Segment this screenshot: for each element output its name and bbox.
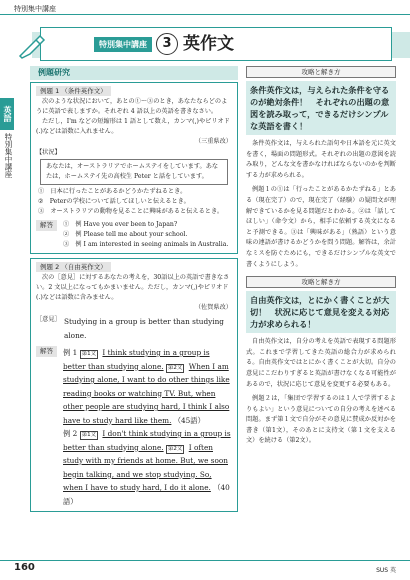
model-1-label: 例 1: [63, 348, 78, 357]
chapter-number: 3: [156, 33, 178, 55]
model-1-tag2: 第2文: [167, 364, 183, 371]
answer-list: [63, 220, 232, 250]
answer-3: ③ 例 I am interested in seeing animals in Australia.: [63, 241, 229, 248]
opinion-tag: ［意見］: [36, 316, 61, 323]
answer-tag: 解答: [36, 220, 57, 231]
situation-label: 【状況】: [36, 149, 61, 156]
example-1-source: （三重県改）: [194, 138, 232, 145]
right-column: [246, 66, 396, 447]
strategy-body-2a: 自由英作文は，自分の考えを英語で表現する問題形式。これまで学習してきた英語の総合力が求められる。自由英作文ではとにかく書くことが大切。自分の意見にこだわりすぎると英語が書けなくなる可能性があるので，状況に応じて意見を変更する必要もある。: [246, 338, 396, 388]
example-2-p1: 次の［意見］に対するあなたの考えを，30語以上の英語で書きなさい。2 文以上になってもかまいません。ただし，カンマ(,)やピリオド(.)などは語数に含みません。: [36, 274, 230, 301]
model-2-count: （40語）: [63, 483, 230, 506]
strategy-header-2: 攻略と解き方: [246, 276, 396, 288]
model-2-tag1: 第1文: [81, 432, 97, 438]
answer-row: [36, 220, 232, 250]
model-2-main: I don't think studying in a group is better than studying alone.: [63, 429, 231, 452]
model-2-rest: I often study with my friends at home. But, we soon begin talking, and we stop studying. So, when I have to study hard, I do it alone.: [63, 442, 228, 492]
strategy-lead-1: 条件英作文は，与えられた条件を守るのが絶対条件！ それぞれの出題の意図を読み取って，できるだけシンプルな英語を書く！: [246, 81, 396, 135]
model-answer-2: [63, 427, 232, 508]
example-1-title: 例題 1 （条件英作文）: [36, 86, 111, 96]
question-item-1: ① 日本に行ったことがあるかどうかたずねるとき。: [38, 188, 187, 195]
side-label: 特別集中講座: [4, 133, 13, 178]
example-1-p2: ただし，I'm などの短縮形は 1 語として数え，カンマ(,)やピリオド(.)などは語数に入れません。: [36, 118, 230, 135]
model-1-main: I think studying in a group is better than studying alone.: [63, 348, 210, 371]
model-1-count: （45語）: [173, 415, 205, 425]
answer-2-tag: 解答: [36, 346, 57, 357]
side-tab-english: 英語: [0, 98, 14, 130]
opinion-text: Studying in a group is better than studying alone.: [64, 317, 224, 340]
strategy-body-1b: 例題１の①は「行ったことがあるかたずねる」とある（現在完了）ので，現在完了（経験）の疑問文が理解できているかを見る問題だとわかる。②は「話してほしい」（命令文）から，相手に依頼する英文になると予測できる。③は「興味がある」（熟語）という意味の連語が書けるかどうかを問う問題。解答は，余計なミスを防ぐためにも，できるだけシンプルな英文で書くようにしよう。: [246, 186, 396, 268]
model-answer-1: [63, 346, 232, 427]
example-2: [30, 258, 238, 512]
footer-code: SUS 英: [376, 567, 396, 574]
bottom-rule: [0, 560, 410, 561]
model-2-tag2: 第2文: [167, 445, 183, 452]
header-tag: 特別集中講座: [94, 37, 152, 52]
example-1-p1: 次のような状況において，あとの①～③のとき，あなたならどのように英語で表しますか。それぞれ 4 語以上の英語を書きなさい。: [36, 98, 228, 115]
answer-2-row: [36, 346, 232, 508]
strategy-header-1: 攻略と解き方: [246, 66, 396, 78]
opinion-row: [36, 315, 232, 342]
situation-box: あなたは，オーストラリアでホームステイをしています。あなたは，ホームステイ先の高校生 Peter と話をしています。: [40, 159, 228, 185]
strategy-body-1a: 条件英作文は，与えられた語句や日本語を元に英文を書く，場面の問題形式。それぞれの出題の意図を読み取り，どんな文を書かなければならないのかを判断する力が求められる。: [246, 140, 396, 179]
section-header: 例題研究: [30, 66, 238, 80]
page-number: 160: [14, 562, 35, 573]
strategy-lead-2: 自由英作文は，とにかく書くことが大切！ 状況に応じて意見を変える対応力が求められる！: [246, 291, 396, 333]
model-2-label: 例 2: [63, 429, 78, 438]
answer-2-body: [63, 346, 232, 508]
model-1-rest: When I am studying alone, I want to do other things like reading books or watching TV. But, when other people are studying hard, I think I also have to study hard like them.: [63, 361, 230, 425]
series-label: 特別集中講座: [14, 5, 56, 13]
strategy-body-2b: 例題２は，「集団で学習するのは１人で学習するよりもよい」という意見についての自分の考えを述べる問題。まず第１文で自分がその意見に賛成か反対かを書き（第1文），そのあとに支持文（第１文を支える文）を続ける（第2文）。: [246, 395, 396, 445]
example-1: [30, 82, 238, 254]
question-item-2: ② Peterの学校について話してほしいと伝えるとき。: [38, 198, 190, 205]
left-column: [30, 66, 238, 512]
question-item-3: ③ オーストラリアの動物を見ることに興味があると伝えるとき。: [38, 208, 224, 215]
answer-2: ② 例 Please tell me about your school.: [63, 231, 188, 238]
page-title: 英作文: [183, 34, 234, 54]
top-rule: [0, 14, 410, 15]
pencil-deco-icon: [18, 30, 48, 60]
example-2-source: （佐賀県改）: [194, 304, 232, 311]
model-1-tag1: 第1文: [81, 351, 97, 357]
example-2-title: 例題 2 （自由英作文）: [36, 262, 111, 272]
answer-1: ① 例 Have you ever been to Japan?: [63, 221, 178, 228]
